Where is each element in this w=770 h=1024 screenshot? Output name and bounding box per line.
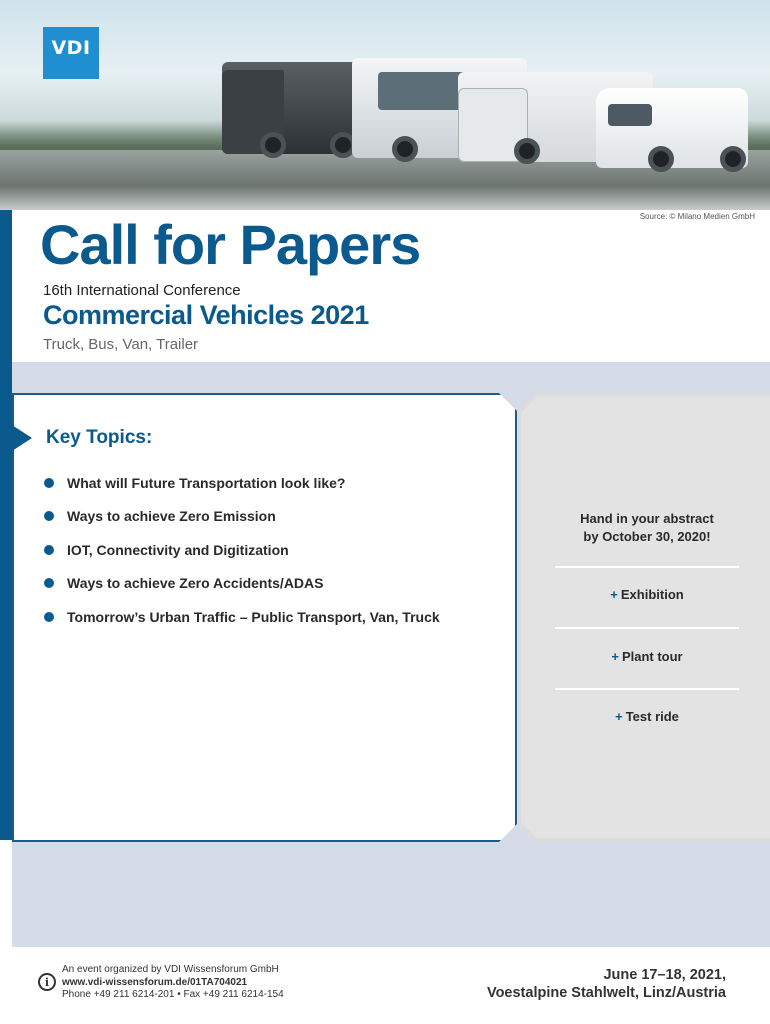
key-topics-list xyxy=(44,466,440,634)
divider xyxy=(555,627,739,629)
conference-name: Commercial Vehicles 2021 xyxy=(43,300,369,330)
hero-photo xyxy=(0,0,770,210)
left-accent-stripe xyxy=(0,210,12,840)
truck-illustration xyxy=(222,62,362,154)
list-item: Ways to achieve Zero Accidents/ADAS xyxy=(44,567,440,601)
vdi-logo: VDI xyxy=(43,27,99,79)
bullet-icon xyxy=(44,478,54,488)
event-url-link[interactable]: www.vdi-wissensforum.de/01TA704021 xyxy=(62,976,248,988)
perk-plant-tour: + Plant tour xyxy=(611,649,683,664)
photo-credit: Source: © Milano Medien GmbH xyxy=(639,212,755,221)
plus-icon: + xyxy=(611,649,619,664)
van-illustration xyxy=(596,88,748,168)
abstract-deadline: Hand in your abstract by October 30, 2020! xyxy=(580,511,714,544)
info-panel xyxy=(521,397,770,838)
organizer-line: An event organized by VDI Wissensforum GmbH xyxy=(62,964,279,975)
organizer-info xyxy=(62,964,284,1002)
bullet-icon xyxy=(44,511,54,521)
list-item: Tomorrow’s Urban Traffic – Public Transport, Van, Truck xyxy=(44,600,440,634)
list-item: IOT, Connectivity and Digitization xyxy=(44,533,440,567)
bullet-icon xyxy=(44,578,54,588)
plus-icon: + xyxy=(610,587,618,602)
event-dates: June 17–18, 2021, xyxy=(603,967,726,983)
bullet-icon xyxy=(44,545,54,555)
list-item: What will Future Transportation look like? xyxy=(44,466,440,500)
perk-test-ride: + Test ride xyxy=(615,709,679,724)
event-venue: Voestalpine Stahlwelt, Linz/Austria xyxy=(486,985,726,1001)
bullet-icon xyxy=(44,612,54,622)
key-topics-heading: Key Topics: xyxy=(46,427,153,448)
list-item: Ways to achieve Zero Emission xyxy=(44,500,440,534)
arrow-marker-icon xyxy=(12,425,32,451)
conference-edition: 16th International Conference xyxy=(43,282,241,299)
event-date-venue xyxy=(487,966,726,1002)
perk-exhibition: + Exhibition xyxy=(610,587,684,602)
page-title: Call for Papers xyxy=(40,213,421,276)
conference-tagline: Truck, Bus, Van, Trailer xyxy=(43,336,199,353)
divider xyxy=(555,566,739,568)
divider xyxy=(555,688,739,690)
info-icon: i xyxy=(38,973,56,991)
contact-line: Phone +49 211 6214-201 • Fax +49 211 6214-154 xyxy=(62,989,284,1000)
plus-icon: + xyxy=(615,709,623,724)
